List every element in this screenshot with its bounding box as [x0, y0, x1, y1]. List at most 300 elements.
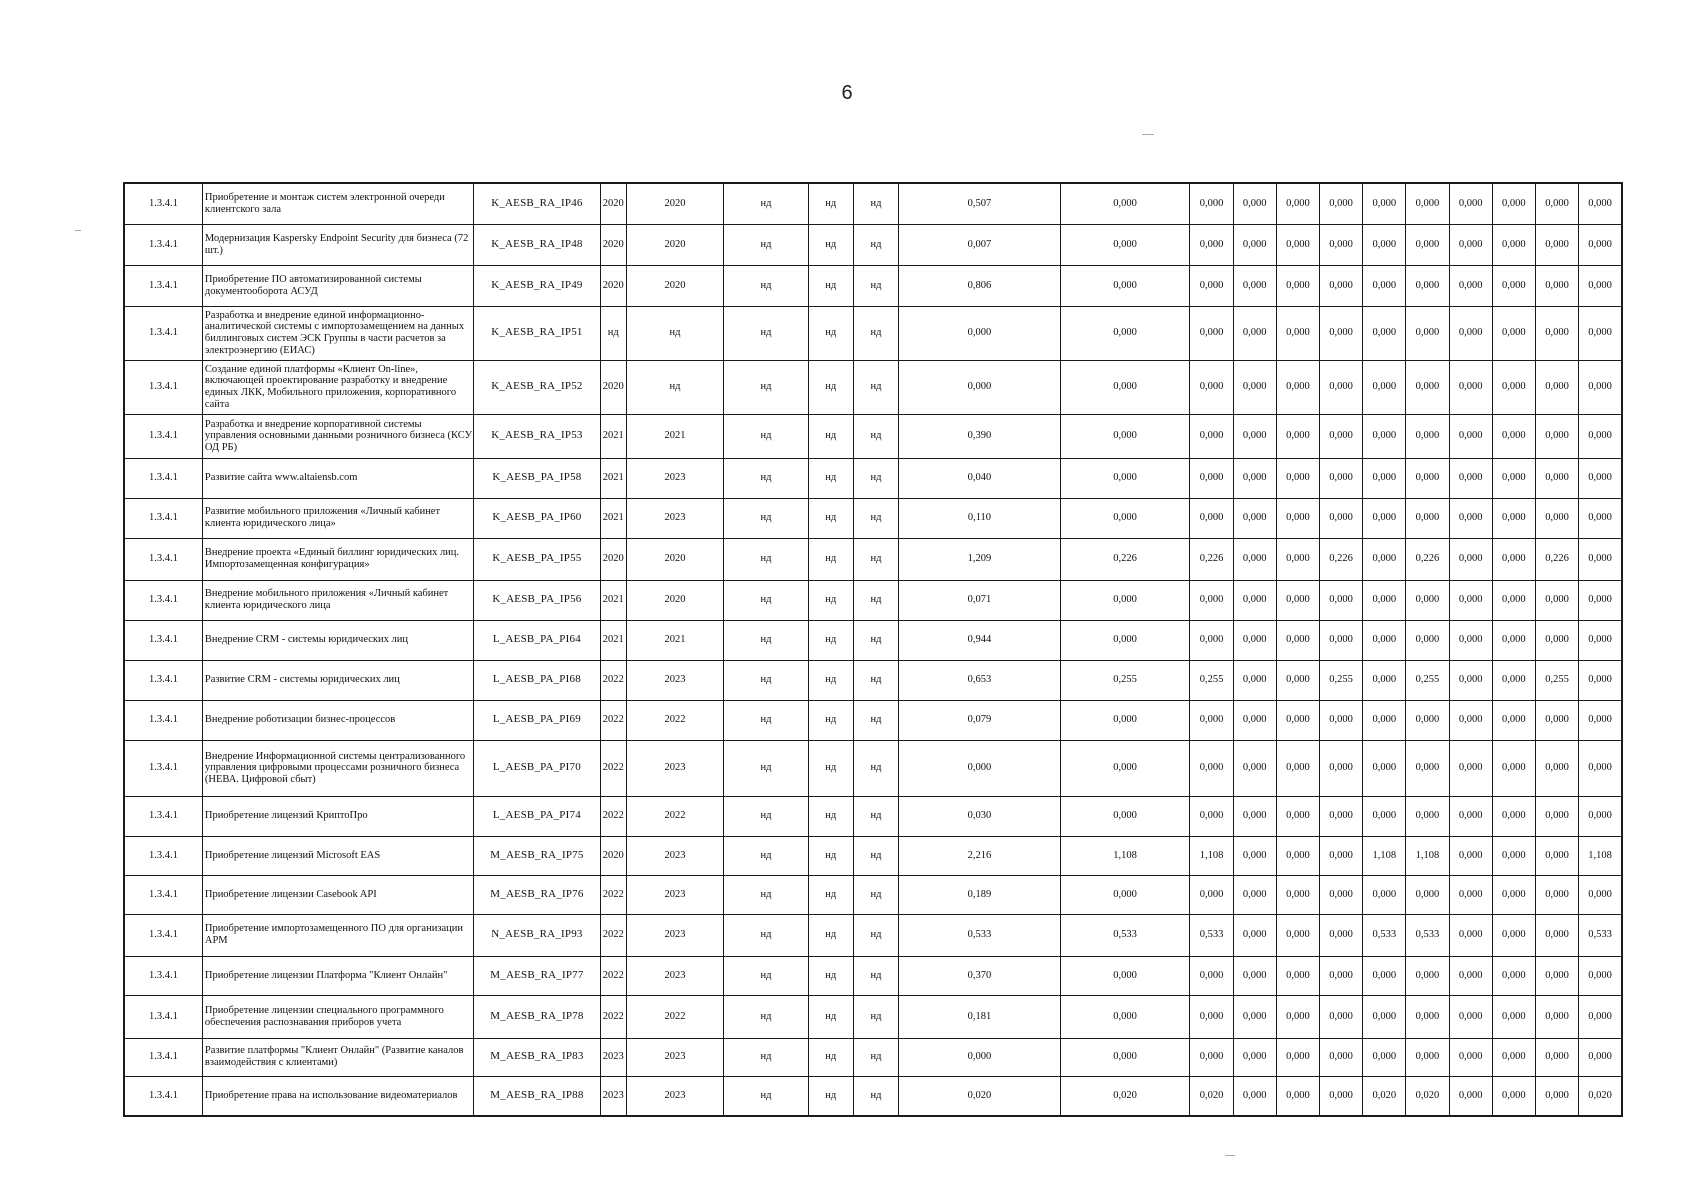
value-cell: 0,226	[1190, 538, 1233, 580]
param-a: нд	[724, 995, 808, 1038]
row-index: 1.3.4.1	[124, 538, 202, 580]
total-value: 0,007	[899, 224, 1061, 265]
start-year: 2021	[600, 580, 626, 620]
value-cell: 0,000	[1406, 224, 1449, 265]
value-cell: 1,108	[1579, 836, 1622, 875]
param-c: нд	[853, 1038, 898, 1076]
period-value: 0,000	[1060, 224, 1190, 265]
value-cell: 0,000	[1406, 1038, 1449, 1076]
value-cell: 0,000	[1319, 995, 1362, 1038]
total-value: 0,189	[899, 875, 1061, 914]
param-b: нд	[808, 1038, 853, 1076]
value-cell: 0,000	[1449, 1038, 1492, 1076]
period-value: 0,000	[1060, 1038, 1190, 1076]
value-cell: 0,000	[1492, 498, 1535, 538]
value-cell: 0,000	[1579, 660, 1622, 700]
value-cell: 0,000	[1492, 265, 1535, 306]
value-cell: 1,108	[1190, 836, 1233, 875]
value-cell: 0,000	[1579, 224, 1622, 265]
param-b: нд	[808, 306, 853, 360]
table-row	[124, 1076, 1622, 1116]
value-cell: 0,000	[1363, 498, 1406, 538]
param-c: нд	[853, 183, 898, 224]
param-b: нд	[808, 224, 853, 265]
value-cell: 0,000	[1579, 306, 1622, 360]
param-c: нд	[853, 660, 898, 700]
value-cell: 0,000	[1319, 580, 1362, 620]
period-value: 0,000	[1060, 620, 1190, 660]
value-cell: 0,000	[1406, 580, 1449, 620]
value-cell: 0,000	[1319, 1038, 1362, 1076]
row-index: 1.3.4.1	[124, 836, 202, 875]
param-c: нд	[853, 538, 898, 580]
table-row	[124, 660, 1622, 700]
value-cell: 0,000	[1190, 620, 1233, 660]
value-cell: 0,000	[1363, 538, 1406, 580]
value-cell: 0,000	[1276, 796, 1319, 836]
value-cell: 0,000	[1363, 360, 1406, 414]
value-cell: 1,108	[1406, 836, 1449, 875]
value-cell: 0,000	[1276, 183, 1319, 224]
param-c: нд	[853, 458, 898, 498]
value-cell: 0,000	[1492, 458, 1535, 498]
start-year: 2022	[600, 700, 626, 740]
value-cell: 0,000	[1190, 414, 1233, 458]
total-value: 0,030	[899, 796, 1061, 836]
project-code: K_AESB_RA_IP52	[474, 360, 601, 414]
value-cell: 0,000	[1492, 414, 1535, 458]
project-code: M_AESB_RA_IP76	[474, 875, 601, 914]
value-cell: 0,000	[1276, 956, 1319, 995]
value-cell: 0,000	[1363, 700, 1406, 740]
start-year: 2020	[600, 224, 626, 265]
project-code: M_AESB_RA_IP75	[474, 836, 601, 875]
param-c: нд	[853, 306, 898, 360]
value-cell: 0,000	[1535, 414, 1578, 458]
table-row	[124, 796, 1622, 836]
project-code: K_AESB_PA_IP60	[474, 498, 601, 538]
table-row	[124, 306, 1622, 360]
value-cell: 0,000	[1190, 956, 1233, 995]
end-year: 2023	[626, 914, 723, 956]
param-c: нд	[853, 875, 898, 914]
value-cell: 0,000	[1190, 700, 1233, 740]
scan-speck	[75, 230, 81, 231]
end-year: 2020	[626, 538, 723, 580]
value-cell: 0,000	[1319, 498, 1362, 538]
value-cell: 0,000	[1535, 620, 1578, 660]
param-c: нд	[853, 224, 898, 265]
value-cell: 0,000	[1190, 995, 1233, 1038]
value-cell: 0,000	[1233, 995, 1276, 1038]
value-cell: 0,000	[1492, 360, 1535, 414]
period-value: 0,000	[1060, 414, 1190, 458]
end-year: 2023	[626, 836, 723, 875]
value-cell: 0,000	[1406, 956, 1449, 995]
value-cell: 0,000	[1233, 498, 1276, 538]
value-cell: 0,000	[1233, 580, 1276, 620]
project-name: Приобретение лицензии Платформа "Клиент Онлайн"	[202, 956, 473, 995]
value-cell: 0,000	[1190, 458, 1233, 498]
project-code: M_AESB_RA_IP78	[474, 995, 601, 1038]
value-cell: 0,000	[1535, 360, 1578, 414]
value-cell: 0,000	[1319, 1076, 1362, 1116]
project-code: M_AESB_RA_IP83	[474, 1038, 601, 1076]
param-a: нд	[724, 1076, 808, 1116]
table-row	[124, 700, 1622, 740]
project-name: Приобретение лицензий КриптоПро	[202, 796, 473, 836]
value-cell: 0,000	[1535, 956, 1578, 995]
value-cell: 0,000	[1535, 796, 1578, 836]
value-cell: 0,000	[1233, 360, 1276, 414]
value-cell: 0,255	[1319, 660, 1362, 700]
end-year: 2021	[626, 620, 723, 660]
value-cell: 0,000	[1406, 796, 1449, 836]
row-index: 1.3.4.1	[124, 458, 202, 498]
value-cell: 0,226	[1535, 538, 1578, 580]
table-row	[124, 458, 1622, 498]
value-cell: 0,000	[1449, 580, 1492, 620]
total-value: 0,944	[899, 620, 1061, 660]
value-cell: 0,255	[1190, 660, 1233, 700]
value-cell: 0,000	[1492, 740, 1535, 796]
value-cell: 0,000	[1319, 914, 1362, 956]
row-index: 1.3.4.1	[124, 183, 202, 224]
value-cell: 0,000	[1190, 306, 1233, 360]
param-b: нд	[808, 995, 853, 1038]
value-cell: 0,000	[1406, 306, 1449, 360]
value-cell: 0,000	[1406, 498, 1449, 538]
period-value: 0,000	[1060, 183, 1190, 224]
project-code: N_AESB_RA_IP93	[474, 914, 601, 956]
param-b: нд	[808, 538, 853, 580]
period-value: 0,000	[1060, 458, 1190, 498]
value-cell: 0,000	[1449, 498, 1492, 538]
period-value: 0,000	[1060, 956, 1190, 995]
value-cell: 0,000	[1579, 796, 1622, 836]
value-cell: 0,000	[1579, 538, 1622, 580]
value-cell: 0,000	[1449, 306, 1492, 360]
project-name: Создание единой платформы «Клиент On-line», включающей проектирование разработку и внедрение единых ЛКК, Мобильного приложения, корпоративного сайта	[202, 360, 473, 414]
start-year: 2022	[600, 796, 626, 836]
value-cell: 0,000	[1363, 414, 1406, 458]
period-value: 1,108	[1060, 836, 1190, 875]
value-cell: 0,000	[1579, 995, 1622, 1038]
value-cell: 0,000	[1233, 796, 1276, 836]
param-b: нд	[808, 700, 853, 740]
value-cell: 0,000	[1406, 740, 1449, 796]
row-index: 1.3.4.1	[124, 914, 202, 956]
value-cell: 0,000	[1492, 183, 1535, 224]
table-row	[124, 620, 1622, 660]
value-cell: 1,108	[1363, 836, 1406, 875]
project-name: Развитие мобильного приложения «Личный кабинет клиента юридического лица»	[202, 498, 473, 538]
param-b: нд	[808, 956, 853, 995]
value-cell: 0,226	[1406, 538, 1449, 580]
value-cell: 0,000	[1233, 1076, 1276, 1116]
value-cell: 0,000	[1535, 1038, 1578, 1076]
project-code: M_AESB_RA_IP77	[474, 956, 601, 995]
value-cell: 0,000	[1492, 995, 1535, 1038]
param-b: нд	[808, 265, 853, 306]
period-value: 0,000	[1060, 360, 1190, 414]
param-b: нд	[808, 183, 853, 224]
param-c: нд	[853, 414, 898, 458]
value-cell: 0,000	[1190, 498, 1233, 538]
project-code: K_AESB_RA_IP51	[474, 306, 601, 360]
table-row	[124, 740, 1622, 796]
value-cell: 0,000	[1579, 414, 1622, 458]
param-c: нд	[853, 796, 898, 836]
value-cell: 0,020	[1406, 1076, 1449, 1116]
param-a: нд	[724, 580, 808, 620]
param-a: нд	[724, 306, 808, 360]
value-cell: 0,020	[1579, 1076, 1622, 1116]
value-cell: 0,000	[1579, 458, 1622, 498]
total-value: 0,079	[899, 700, 1061, 740]
project-name: Разработка и внедрение корпоративной системы управления основными данными розничного бизнеса (КСУ ОД РБ)	[202, 414, 473, 458]
param-b: нд	[808, 740, 853, 796]
value-cell: 0,000	[1535, 306, 1578, 360]
param-c: нд	[853, 914, 898, 956]
start-year: 2022	[600, 875, 626, 914]
project-code: M_AESB_RA_IP88	[474, 1076, 601, 1116]
value-cell: 0,000	[1579, 580, 1622, 620]
value-cell: 0,000	[1190, 265, 1233, 306]
end-year: 2020	[626, 265, 723, 306]
total-value: 2,216	[899, 836, 1061, 875]
start-year: нд	[600, 306, 626, 360]
total-value: 0,653	[899, 660, 1061, 700]
value-cell: 0,000	[1449, 538, 1492, 580]
value-cell: 0,000	[1363, 306, 1406, 360]
period-value: 0,000	[1060, 265, 1190, 306]
param-a: нд	[724, 414, 808, 458]
table-row	[124, 538, 1622, 580]
project-name: Внедрение CRM - системы юридических лиц	[202, 620, 473, 660]
period-value: 0,000	[1060, 580, 1190, 620]
row-index: 1.3.4.1	[124, 265, 202, 306]
table-row	[124, 360, 1622, 414]
param-c: нд	[853, 498, 898, 538]
table-row	[124, 1038, 1622, 1076]
row-index: 1.3.4.1	[124, 224, 202, 265]
value-cell: 0,000	[1319, 796, 1362, 836]
value-cell: 0,000	[1276, 914, 1319, 956]
value-cell: 0,000	[1233, 265, 1276, 306]
scan-speck	[1142, 134, 1154, 135]
value-cell: 0,000	[1233, 620, 1276, 660]
value-cell: 0,000	[1319, 458, 1362, 498]
value-cell: 0,000	[1276, 620, 1319, 660]
row-index: 1.3.4.1	[124, 498, 202, 538]
total-value: 0,507	[899, 183, 1061, 224]
value-cell: 0,000	[1233, 224, 1276, 265]
table-row	[124, 836, 1622, 875]
value-cell: 0,000	[1190, 796, 1233, 836]
table-row	[124, 183, 1622, 224]
value-cell: 0,000	[1449, 360, 1492, 414]
project-code: L_AESB_PA_PI74	[474, 796, 601, 836]
value-cell: 0,000	[1190, 875, 1233, 914]
value-cell: 0,000	[1535, 995, 1578, 1038]
value-cell: 0,000	[1449, 956, 1492, 995]
row-index: 1.3.4.1	[124, 740, 202, 796]
row-index: 1.3.4.1	[124, 1038, 202, 1076]
param-a: нд	[724, 224, 808, 265]
end-year: 2022	[626, 796, 723, 836]
value-cell: 0,000	[1406, 620, 1449, 660]
value-cell: 0,000	[1449, 740, 1492, 796]
value-cell: 0,000	[1363, 458, 1406, 498]
project-code: L_AESB_PA_PI70	[474, 740, 601, 796]
project-name: Внедрение проекта «Единый биллинг юридических лиц. Импортозамещенная конфигурация»	[202, 538, 473, 580]
value-cell: 0,000	[1276, 414, 1319, 458]
value-cell: 0,000	[1449, 700, 1492, 740]
param-c: нд	[853, 1076, 898, 1116]
param-a: нд	[724, 1038, 808, 1076]
row-index: 1.3.4.1	[124, 660, 202, 700]
param-b: нд	[808, 580, 853, 620]
value-cell: 0,000	[1319, 306, 1362, 360]
param-b: нд	[808, 414, 853, 458]
period-value: 0,000	[1060, 700, 1190, 740]
value-cell: 0,000	[1233, 956, 1276, 995]
value-cell: 0,000	[1449, 224, 1492, 265]
value-cell: 0,000	[1233, 414, 1276, 458]
value-cell: 0,000	[1276, 265, 1319, 306]
value-cell: 0,000	[1276, 700, 1319, 740]
value-cell: 0,000	[1363, 956, 1406, 995]
param-c: нд	[853, 265, 898, 306]
value-cell: 0,000	[1449, 183, 1492, 224]
param-b: нд	[808, 875, 853, 914]
total-value: 0,040	[899, 458, 1061, 498]
value-cell: 0,000	[1319, 620, 1362, 660]
value-cell: 0,000	[1319, 360, 1362, 414]
value-cell: 0,226	[1319, 538, 1362, 580]
param-b: нд	[808, 836, 853, 875]
project-code: K_AESB_RA_IP48	[474, 224, 601, 265]
total-value: 0,370	[899, 956, 1061, 995]
end-year: 2022	[626, 995, 723, 1038]
project-name: Развитие CRM - системы юридических лиц	[202, 660, 473, 700]
value-cell: 0,000	[1319, 875, 1362, 914]
total-value: 0,000	[899, 740, 1061, 796]
table-row	[124, 875, 1622, 914]
param-b: нд	[808, 660, 853, 700]
value-cell: 0,000	[1492, 700, 1535, 740]
start-year: 2022	[600, 995, 626, 1038]
start-year: 2020	[600, 183, 626, 224]
value-cell: 0,000	[1190, 740, 1233, 796]
table-row	[124, 414, 1622, 458]
project-name: Приобретение лицензии Casebook API	[202, 875, 473, 914]
table-row	[124, 995, 1622, 1038]
end-year: 2023	[626, 875, 723, 914]
value-cell: 0,000	[1535, 458, 1578, 498]
value-cell: 0,000	[1363, 796, 1406, 836]
value-cell: 0,000	[1319, 224, 1362, 265]
param-c: нд	[853, 956, 898, 995]
value-cell: 0,000	[1233, 1038, 1276, 1076]
value-cell: 0,000	[1276, 1076, 1319, 1116]
project-name: Приобретение ПО автоматизированной системы документооборота АСУД	[202, 265, 473, 306]
row-index: 1.3.4.1	[124, 995, 202, 1038]
value-cell: 0,000	[1535, 836, 1578, 875]
value-cell: 0,000	[1363, 740, 1406, 796]
row-index: 1.3.4.1	[124, 796, 202, 836]
project-name: Развитие сайта www.altaiensb.com	[202, 458, 473, 498]
value-cell: 0,000	[1406, 875, 1449, 914]
start-year: 2022	[600, 914, 626, 956]
param-c: нд	[853, 700, 898, 740]
period-value: 0,226	[1060, 538, 1190, 580]
row-index: 1.3.4.1	[124, 306, 202, 360]
project-code: K_AESB_RA_IP46	[474, 183, 601, 224]
value-cell: 0,000	[1492, 538, 1535, 580]
value-cell: 0,000	[1492, 224, 1535, 265]
value-cell: 0,000	[1535, 914, 1578, 956]
end-year: 2023	[626, 660, 723, 700]
project-name: Приобретение лицензии специального программного обеспечения распознавания приборов учета	[202, 995, 473, 1038]
total-value: 1,209	[899, 538, 1061, 580]
value-cell: 0,000	[1319, 700, 1362, 740]
project-name: Внедрение Информационной системы централизованного управления цифровыми процессами розничного бизнеса (НЕВА. Цифровой сбыт)	[202, 740, 473, 796]
param-a: нд	[724, 740, 808, 796]
value-cell: 0,000	[1319, 414, 1362, 458]
value-cell: 0,000	[1276, 306, 1319, 360]
row-index: 1.3.4.1	[124, 580, 202, 620]
project-name: Приобретение и монтаж систем электронной очереди клиентского зала	[202, 183, 473, 224]
start-year: 2022	[600, 956, 626, 995]
end-year: 2020	[626, 580, 723, 620]
end-year: нд	[626, 360, 723, 414]
start-year: 2023	[600, 1038, 626, 1076]
table-row	[124, 956, 1622, 995]
value-cell: 0,000	[1363, 183, 1406, 224]
period-value: 0,255	[1060, 660, 1190, 700]
value-cell: 0,000	[1276, 875, 1319, 914]
value-cell: 0,000	[1449, 914, 1492, 956]
value-cell: 0,000	[1363, 265, 1406, 306]
value-cell: 0,000	[1579, 183, 1622, 224]
value-cell: 0,000	[1579, 265, 1622, 306]
value-cell: 0,000	[1190, 580, 1233, 620]
value-cell: 0,000	[1276, 740, 1319, 796]
value-cell: 0,000	[1363, 224, 1406, 265]
value-cell: 0,000	[1449, 660, 1492, 700]
value-cell: 0,000	[1492, 836, 1535, 875]
param-a: нд	[724, 660, 808, 700]
value-cell: 0,000	[1233, 914, 1276, 956]
value-cell: 0,000	[1233, 700, 1276, 740]
start-year: 2022	[600, 740, 626, 796]
page-number: 6	[841, 82, 853, 104]
row-index: 1.3.4.1	[124, 956, 202, 995]
value-cell: 0,000	[1319, 740, 1362, 796]
project-name: Модернизация Kaspersky Endpoint Security для бизнеса (72 шт.)	[202, 224, 473, 265]
period-value: 0,000	[1060, 995, 1190, 1038]
start-year: 2023	[600, 1076, 626, 1116]
param-c: нд	[853, 740, 898, 796]
end-year: 2023	[626, 740, 723, 796]
project-code: K_AESB_RA_IP53	[474, 414, 601, 458]
value-cell: 0,000	[1276, 836, 1319, 875]
table-body	[124, 183, 1622, 1116]
start-year: 2021	[600, 414, 626, 458]
total-value: 0,110	[899, 498, 1061, 538]
